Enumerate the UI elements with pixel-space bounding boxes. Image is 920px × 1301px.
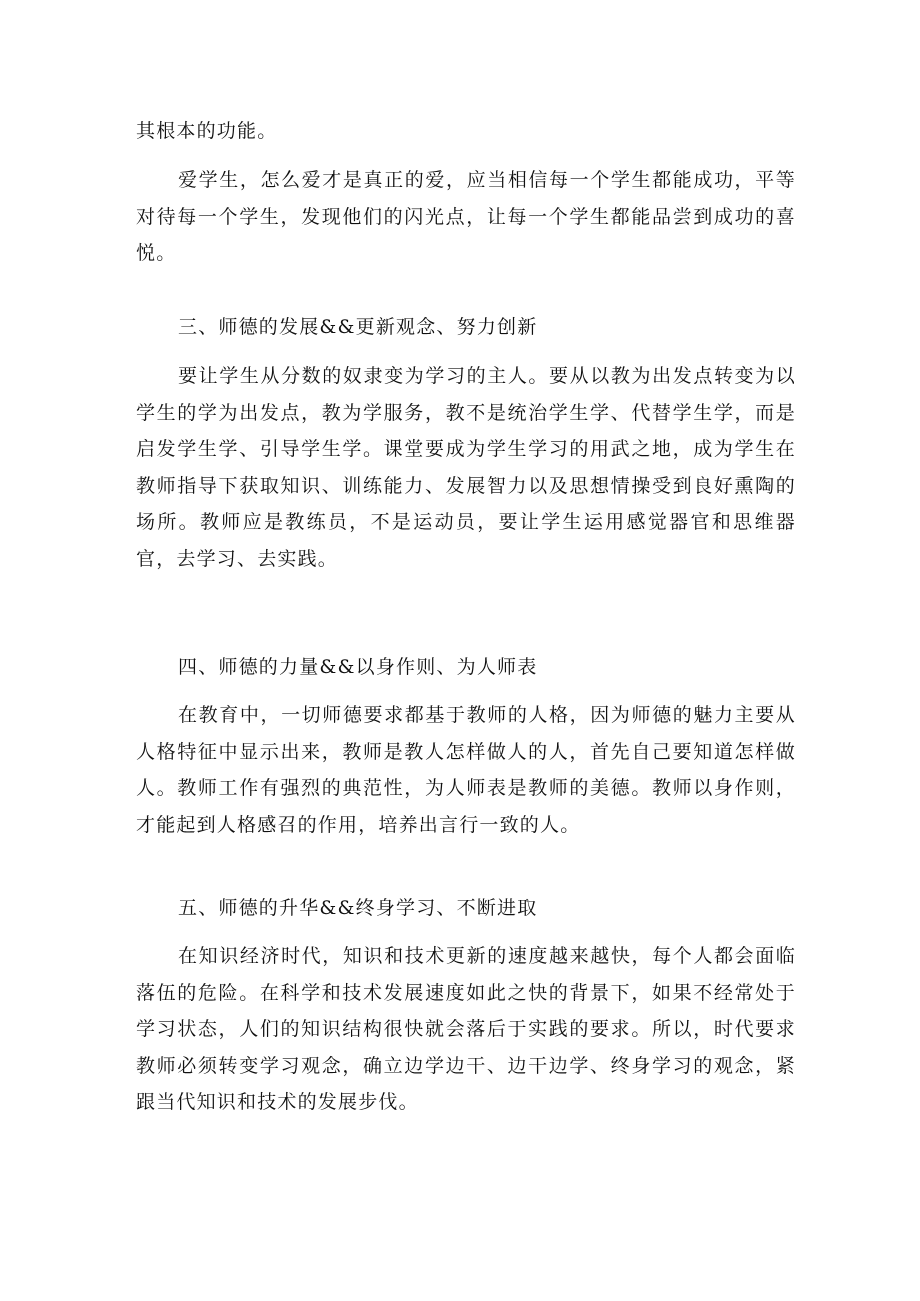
section-heading-5: 五、师德的升华&&终身学习、不断进取 — [178, 897, 538, 919]
paragraph-love-students: 爱学生，怎么爱才是真正的爱，应当相信每一个学生都能成功，平等对待每一个学生，发现他们的闪光点，让每一个学生都能品尝到成功的喜悦。 — [136, 169, 796, 265]
paragraph-lifelong-learning: 在知识经济时代，知识和技术更新的速度越来越快，每个人都会面临落伍的危险。在科学和技术发展速度如此之快的背景下，如果不经常处于学习状态，人们的知识结构很快就会落后于实践的要求。所以，时代要求教师必须转变学习观念，确立边学边干、边干边学、终身学习的观念，紧跟当代知识和技术的发展步伐。 — [136, 945, 796, 1114]
paragraph-continuation: 其根本的功能。 — [136, 120, 278, 142]
section-heading-3: 三、师德的发展&&更新观念、努力创新 — [178, 316, 538, 338]
paragraph-role-model: 在教育中，一切师德要求都基于教师的人格，因为师德的魅力主要从人格特征中显示出来，教师是教人怎样做人的人，首先自己要知道怎样做人。教师工作有强烈的典范性，为人师表是教师的美德。教师以身作则，才能起到人格感召的作用，培养出言行一致的人。 — [136, 704, 796, 836]
section-heading-4: 四、师德的力量&&以身作则、为人师表 — [178, 656, 538, 678]
paragraph-innovation: 要让学生从分数的奴隶变为学习的主人。要从以教为出发点转变为以学生的学为出发点，教为学服务，教不是统治学生学、代替学生学，而是启发学生学、引导学生学。课堂要成为学生学习的用武之地，成为学生在教师指导下获取知识、训练能力、发展智力以及思想情操受到良好熏陶的场所。教师应是教练员，不是运动员，要让学生运用感觉器官和思维器官，去学习、去实践。 — [136, 365, 796, 570]
